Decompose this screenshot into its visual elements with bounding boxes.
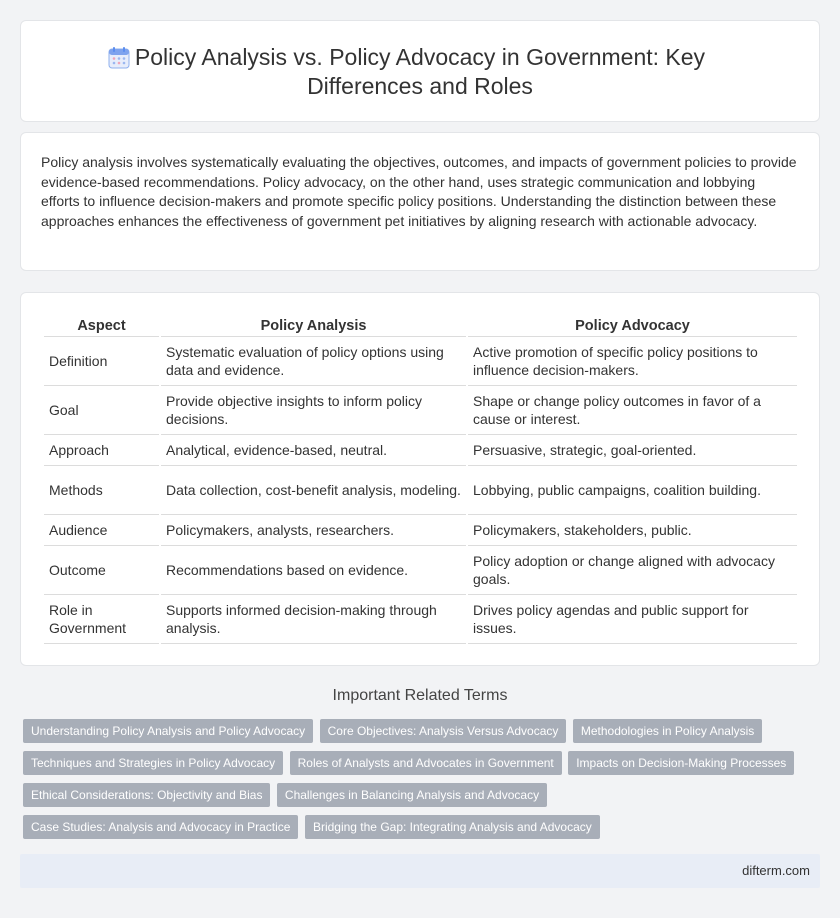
comparison-table-card bbox=[20, 292, 820, 666]
related-terms-heading: Important Related Terms bbox=[332, 687, 508, 704]
related-term-tag[interactable]: Roles of Analysts and Advocates in Government bbox=[290, 751, 562, 775]
table-cell-aspect: Methods bbox=[44, 466, 159, 515]
related-term-tag[interactable]: Ethical Considerations: Objectivity and Bias bbox=[23, 783, 270, 807]
related-term-tag[interactable]: Core Objectives: Analysis Versus Advocacy bbox=[320, 719, 567, 743]
column-header-aspect: Aspect bbox=[44, 313, 159, 337]
related-term-tag[interactable]: Methodologies in Policy Analysis bbox=[573, 719, 762, 743]
comparison-table bbox=[42, 313, 799, 644]
table-cell-analysis: Provide objective insights to inform policy decisions. bbox=[161, 386, 466, 435]
related-term-tag[interactable]: Bridging the Gap: Integrating Analysis and Advocacy bbox=[305, 815, 600, 839]
related-terms-tags bbox=[23, 719, 803, 847]
column-header-policy-analysis: Policy Analysis bbox=[161, 313, 466, 337]
table-cell-aspect: Audience bbox=[44, 515, 159, 546]
table-cell-analysis: Systematic evaluation of policy options using data and evidence. bbox=[161, 337, 466, 386]
page-title bbox=[21, 43, 819, 101]
header-card bbox=[20, 20, 820, 122]
table-cell-advocacy: Shape or change policy outcomes in favor of a cause or interest. bbox=[468, 386, 797, 435]
page-title-line-2: Differences and Roles bbox=[307, 73, 533, 99]
table-row bbox=[44, 595, 797, 644]
related-term-tag[interactable]: Challenges in Balancing Analysis and Advocacy bbox=[277, 783, 547, 807]
table-cell-advocacy: Lobbying, public campaigns, coalition building. bbox=[468, 466, 797, 515]
related-term-tag[interactable]: Techniques and Strategies in Policy Advocacy bbox=[23, 751, 283, 775]
table-cell-aspect: Approach bbox=[44, 435, 159, 466]
footer-site-link[interactable]: difterm.com bbox=[742, 863, 810, 878]
table-cell-aspect: Goal bbox=[44, 386, 159, 435]
table-cell-analysis: Policymakers, analysts, researchers. bbox=[161, 515, 466, 546]
column-header-policy-advocacy: Policy Advocacy bbox=[468, 313, 797, 337]
table-header-row bbox=[44, 313, 797, 337]
table-cell-analysis: Data collection, cost-benefit analysis, modeling. bbox=[161, 466, 466, 515]
table-row bbox=[44, 515, 797, 546]
table-cell-advocacy: Persuasive, strategic, goal-oriented. bbox=[468, 435, 797, 466]
page-title-line-1: Policy Analysis vs. Policy Advocacy in Government: Key bbox=[134, 44, 706, 70]
intro-paragraph: Policy analysis involves systematically evaluating the objectives, outcomes, and impacts of government policies to provide evidence-based recommendations. Policy advocacy, on the other hand, uses strategic communication and lobbying efforts to influence decision-makers and promote specific policy positions. Understanding the distinction between these approaches enhances the effectiveness of government pet initiatives by aligning research with actionable advocacy. bbox=[41, 154, 797, 229]
table-row bbox=[44, 337, 797, 386]
related-term-tag[interactable]: Understanding Policy Analysis and Policy Advocacy bbox=[23, 719, 313, 743]
table-row bbox=[44, 466, 797, 515]
table-cell-aspect: Role in Government bbox=[44, 595, 159, 644]
table-cell-advocacy: Policy adoption or change aligned with advocacy goals. bbox=[468, 546, 797, 595]
table-row bbox=[44, 435, 797, 466]
table-cell-analysis: Recommendations based on evidence. bbox=[161, 546, 466, 595]
table-cell-analysis: Analytical, evidence-based, neutral. bbox=[161, 435, 466, 466]
table-row bbox=[44, 386, 797, 435]
footer-bar bbox=[20, 854, 820, 888]
related-term-tag[interactable]: Impacts on Decision-Making Processes bbox=[568, 751, 794, 775]
table-cell-advocacy: Policymakers, stakeholders, public. bbox=[468, 515, 797, 546]
table-cell-analysis: Supports informed decision-making through analysis. bbox=[161, 595, 466, 644]
table-cell-advocacy: Drives policy agendas and public support for issues. bbox=[468, 595, 797, 644]
table-cell-advocacy: Active promotion of specific policy positions to influence decision-makers. bbox=[468, 337, 797, 386]
intro-card bbox=[20, 132, 820, 271]
table-cell-aspect: Outcome bbox=[44, 546, 159, 595]
related-term-tag[interactable]: Case Studies: Analysis and Advocacy in Practice bbox=[23, 815, 298, 839]
table-row bbox=[44, 546, 797, 595]
table-cell-aspect: Definition bbox=[44, 337, 159, 386]
